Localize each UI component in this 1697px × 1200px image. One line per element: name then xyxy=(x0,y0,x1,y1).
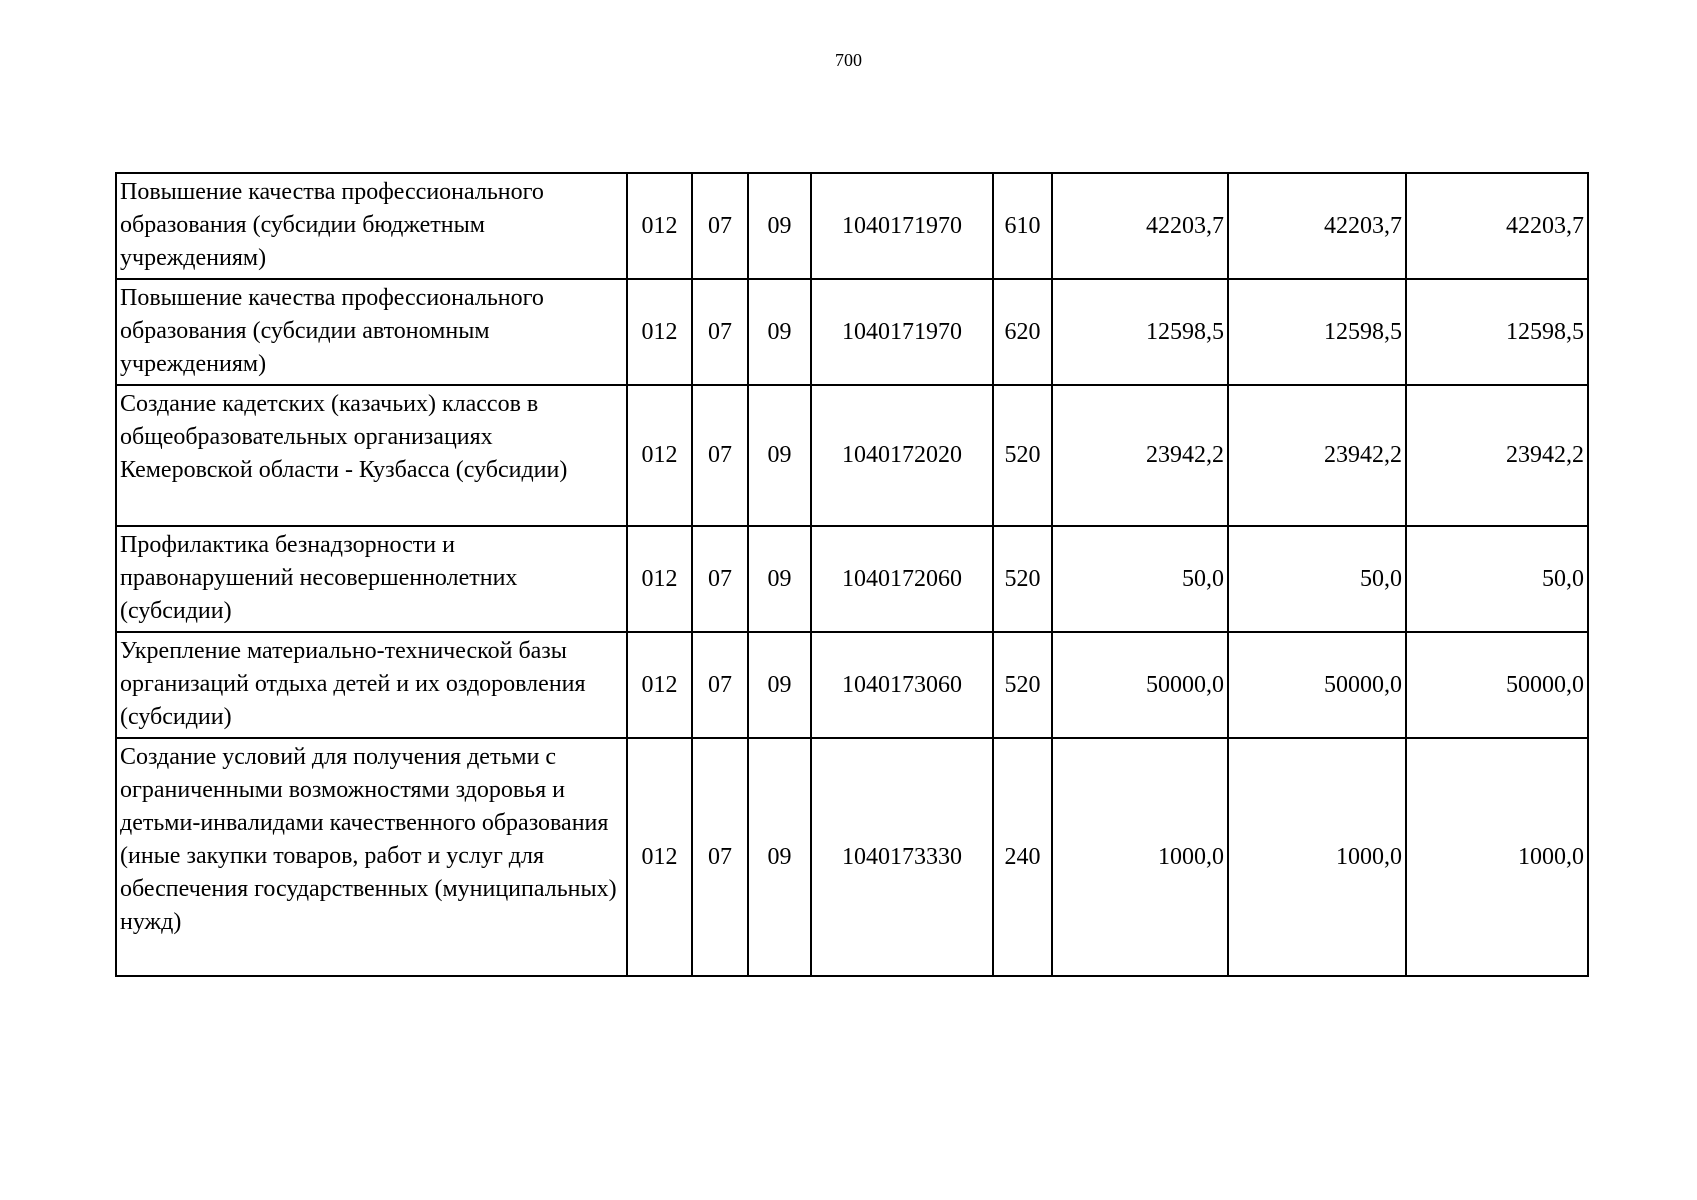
row-description: Создание условий для получения детьми с ограниченными возможностями здоровья и детьми-инвалидами качественного образования (иные закупки товаров, работ и услуг для обеспечения государственных (муниципальных) нужд) xyxy=(116,738,627,976)
row-description: Создание кадетских (казачьих) классов в общеобразовательных организациях Кемеровской области - Кузбасса (субсидии) xyxy=(116,385,627,526)
expense-type-code: 520 xyxy=(993,526,1052,632)
row-description: Повышение качества профессионального образования (субсидии бюджетным учреждениям) xyxy=(116,173,627,279)
ministry-code: 012 xyxy=(627,279,692,385)
subsection-code: 09 xyxy=(748,279,811,385)
amount-year-2: 50000,0 xyxy=(1228,632,1406,738)
ministry-code: 012 xyxy=(627,385,692,526)
ministry-code: 012 xyxy=(627,632,692,738)
expense-type-code: 610 xyxy=(993,173,1052,279)
table-row xyxy=(116,279,1588,385)
row-description: Профилактика безнадзорности и правонарушений несовершеннолетних (субсидии) xyxy=(116,526,627,632)
amount-year-2: 50,0 xyxy=(1228,526,1406,632)
page-number: 700 xyxy=(835,50,862,70)
table-row xyxy=(116,632,1588,738)
section-code: 07 xyxy=(692,385,748,526)
section-code: 07 xyxy=(692,526,748,632)
table-row xyxy=(116,526,1588,632)
section-code: 07 xyxy=(692,279,748,385)
target-article-code: 1040173330 xyxy=(811,738,993,976)
amount-year-3: 1000,0 xyxy=(1406,738,1588,976)
section-code: 07 xyxy=(692,173,748,279)
expense-type-code: 520 xyxy=(993,632,1052,738)
amount-year-3: 50,0 xyxy=(1406,526,1588,632)
target-article-code: 1040172020 xyxy=(811,385,993,526)
subsection-code: 09 xyxy=(748,632,811,738)
row-description: Повышение качества профессионального образования (субсидии автономным учреждениям) xyxy=(116,279,627,385)
ministry-code: 012 xyxy=(627,738,692,976)
subsection-code: 09 xyxy=(748,526,811,632)
amount-year-1: 50000,0 xyxy=(1052,632,1228,738)
subsection-code: 09 xyxy=(748,173,811,279)
table-row xyxy=(116,385,1588,526)
amount-year-1: 23942,2 xyxy=(1052,385,1228,526)
target-article-code: 1040171970 xyxy=(811,173,993,279)
expense-type-code: 240 xyxy=(993,738,1052,976)
row-description: Укрепление материально-технической базы организаций отдыха детей и их оздоровления (субсидии) xyxy=(116,632,627,738)
amount-year-3: 50000,0 xyxy=(1406,632,1588,738)
expense-type-code: 520 xyxy=(993,385,1052,526)
section-code: 07 xyxy=(692,632,748,738)
target-article-code: 1040173060 xyxy=(811,632,993,738)
budget-table xyxy=(115,172,1589,977)
target-article-code: 1040172060 xyxy=(811,526,993,632)
amount-year-2: 23942,2 xyxy=(1228,385,1406,526)
table-row xyxy=(116,173,1588,279)
subsection-code: 09 xyxy=(748,738,811,976)
expense-type-code: 620 xyxy=(993,279,1052,385)
target-article-code: 1040171970 xyxy=(811,279,993,385)
amount-year-1: 42203,7 xyxy=(1052,173,1228,279)
section-code: 07 xyxy=(692,738,748,976)
amount-year-2: 1000,0 xyxy=(1228,738,1406,976)
table-row xyxy=(116,738,1588,976)
amount-year-3: 23942,2 xyxy=(1406,385,1588,526)
amount-year-2: 42203,7 xyxy=(1228,173,1406,279)
amount-year-1: 12598,5 xyxy=(1052,279,1228,385)
subsection-code: 09 xyxy=(748,385,811,526)
amount-year-3: 12598,5 xyxy=(1406,279,1588,385)
ministry-code: 012 xyxy=(627,173,692,279)
amount-year-3: 42203,7 xyxy=(1406,173,1588,279)
amount-year-1: 1000,0 xyxy=(1052,738,1228,976)
amount-year-2: 12598,5 xyxy=(1228,279,1406,385)
amount-year-1: 50,0 xyxy=(1052,526,1228,632)
ministry-code: 012 xyxy=(627,526,692,632)
